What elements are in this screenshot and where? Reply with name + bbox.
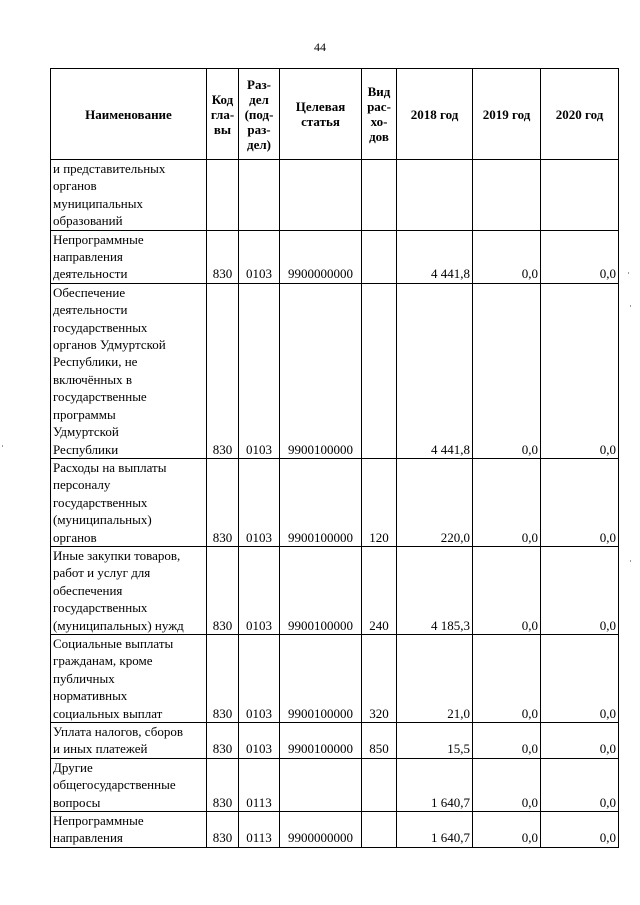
cell-target: 9900100000 [280,283,362,458]
cell-expense [362,160,397,231]
header-name: Наименование [51,69,207,160]
cell-name: Обеспечение деятельности государственных органов Удмуртской Республики, не включённых в государственные программы Удмуртской Республики [51,283,207,458]
cell-section: 0103 [239,230,280,283]
cell-section: 0103 [239,634,280,722]
table-row [51,758,619,811]
cell-target: 9900100000 [280,634,362,722]
cell-name: Расходы на выплаты персоналу государственных (муниципальных) органов [51,458,207,546]
cell-target [280,160,362,231]
cell-target: 9900000000 [280,230,362,283]
cell-code: 830 [207,546,239,634]
cell-code: 830 [207,458,239,546]
cell-section: 0103 [239,723,280,759]
table-row [51,283,619,458]
scan-mark [630,560,631,562]
cell-2020: 0,0 [541,812,619,848]
table-row [51,812,619,848]
cell-target [280,758,362,811]
cell-name: Непрограммные направления деятельности [51,230,207,283]
cell-expense: 320 [362,634,397,722]
cell-section [239,160,280,231]
cell-2019: 0,0 [473,230,541,283]
cell-target: 9900100000 [280,723,362,759]
scan-mark [2,445,3,447]
cell-2018: 4 441,8 [397,283,473,458]
header-code: Код гла- вы [207,69,239,160]
cell-expense: 850 [362,723,397,759]
cell-section: 0103 [239,458,280,546]
cell-expense: 240 [362,546,397,634]
cell-expense [362,230,397,283]
cell-2018: 4 441,8 [397,230,473,283]
cell-2020: 0,0 [541,758,619,811]
cell-2018: 4 185,3 [397,546,473,634]
cell-2018 [397,160,473,231]
header-2020: 2020 год [541,69,619,160]
scan-mark [630,305,631,307]
cell-code: 830 [207,230,239,283]
cell-name: Другие общегосударственные вопросы [51,758,207,811]
cell-section: 0103 [239,283,280,458]
cell-name: и представительных органов муниципальных образований [51,160,207,231]
cell-2020: 0,0 [541,723,619,759]
cell-target: 9900100000 [280,458,362,546]
cell-section: 0113 [239,758,280,811]
cell-2018: 1 640,7 [397,758,473,811]
header-section: Раз- дел (под- раз- дел) [239,69,280,160]
cell-code [207,160,239,231]
cell-2018: 220,0 [397,458,473,546]
cell-2019: 0,0 [473,458,541,546]
cell-name: Уплата налогов, сборов и иных платежей [51,723,207,759]
table-row [51,546,619,634]
cell-2020: 0,0 [541,634,619,722]
cell-section: 0113 [239,812,280,848]
cell-code: 830 [207,634,239,722]
cell-2020: 0,0 [541,283,619,458]
table-row [51,458,619,546]
cell-2019: 0,0 [473,634,541,722]
cell-2020 [541,160,619,231]
cell-code: 830 [207,283,239,458]
table-row [51,160,619,231]
header-target: Целевая статья [280,69,362,160]
cell-2019: 0,0 [473,812,541,848]
header-2018: 2018 год [397,69,473,160]
cell-2018: 21,0 [397,634,473,722]
cell-target: 9900000000 [280,812,362,848]
cell-target: 9900100000 [280,546,362,634]
budget-table [50,68,619,848]
header-2019: 2019 год [473,69,541,160]
cell-2020: 0,0 [541,230,619,283]
header-row [51,69,619,160]
table-row [51,634,619,722]
cell-2020: 0,0 [541,458,619,546]
table-row [51,723,619,759]
table-row [51,230,619,283]
cell-expense: 120 [362,458,397,546]
scan-mark [628,272,629,274]
cell-name: Социальные выплаты гражданам, кроме публичных нормативных социальных выплат [51,634,207,722]
cell-2019: 0,0 [473,283,541,458]
cell-2018: 15,5 [397,723,473,759]
cell-2018: 1 640,7 [397,812,473,848]
cell-expense [362,283,397,458]
cell-name: Иные закупки товаров, работ и услуг для обеспечения государственных (муниципальных) нужд [51,546,207,634]
cell-2019 [473,160,541,231]
cell-name: Непрограммные направления [51,812,207,848]
cell-2019: 0,0 [473,546,541,634]
header-expense: Вид рас- хо- дов [362,69,397,160]
cell-code: 830 [207,758,239,811]
cell-2020: 0,0 [541,546,619,634]
cell-section: 0103 [239,546,280,634]
cell-code: 830 [207,812,239,848]
cell-expense [362,758,397,811]
page-number: 44 [314,40,326,54]
table-body [51,160,619,848]
cell-2019: 0,0 [473,723,541,759]
cell-2019: 0,0 [473,758,541,811]
cell-code: 830 [207,723,239,759]
cell-expense [362,812,397,848]
